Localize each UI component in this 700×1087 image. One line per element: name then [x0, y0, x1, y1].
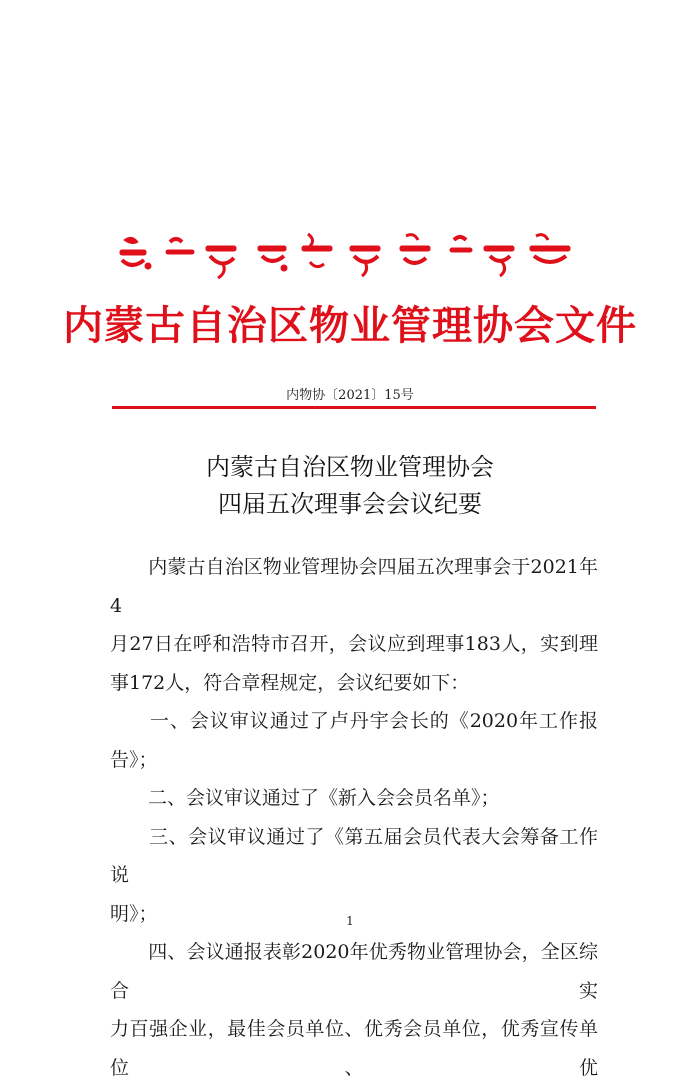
body-line: 事172人，符合章程规定，会议纪要如下：	[110, 671, 470, 694]
body-line: 三、会议审议通过了《第五届会员代表大会筹备工作说	[110, 825, 598, 886]
document-number: 内物协〔2021〕15号	[286, 388, 414, 403]
issuing-organization-title: 内蒙古自治区物业管理协会文件	[63, 302, 637, 349]
document-title-line-1: 内蒙古自治区物业管理协会	[206, 453, 494, 481]
body-line: 二、会议审议通过了《新入会会员名单》；	[110, 787, 500, 809]
body-line: 四、会议通报表彰2020年优秀物业管理协会，全区综合实	[110, 941, 598, 1002]
body-line: 力百强企业，最佳会员单位、优秀会员单位，优秀宣传单位、优	[110, 1018, 598, 1079]
red-divider-line	[112, 406, 596, 409]
body-line: 月27日在呼和浩特市召开，会议应到理事183人，实到理	[110, 633, 598, 655]
body-line: 明》；	[110, 902, 158, 925]
mongolian-script-title	[118, 232, 578, 282]
page-number: 1	[346, 914, 354, 928]
body-line: 一、会议审议通过了卢丹宇会长的《2020年工作报告》；	[110, 710, 598, 771]
document-body	[110, 548, 598, 1087]
body-line: 内蒙古自治区物业管理协会四届五次理事会于2021年4	[110, 556, 598, 617]
document-title-line-2: 四届五次理事会会议纪要	[218, 490, 482, 518]
